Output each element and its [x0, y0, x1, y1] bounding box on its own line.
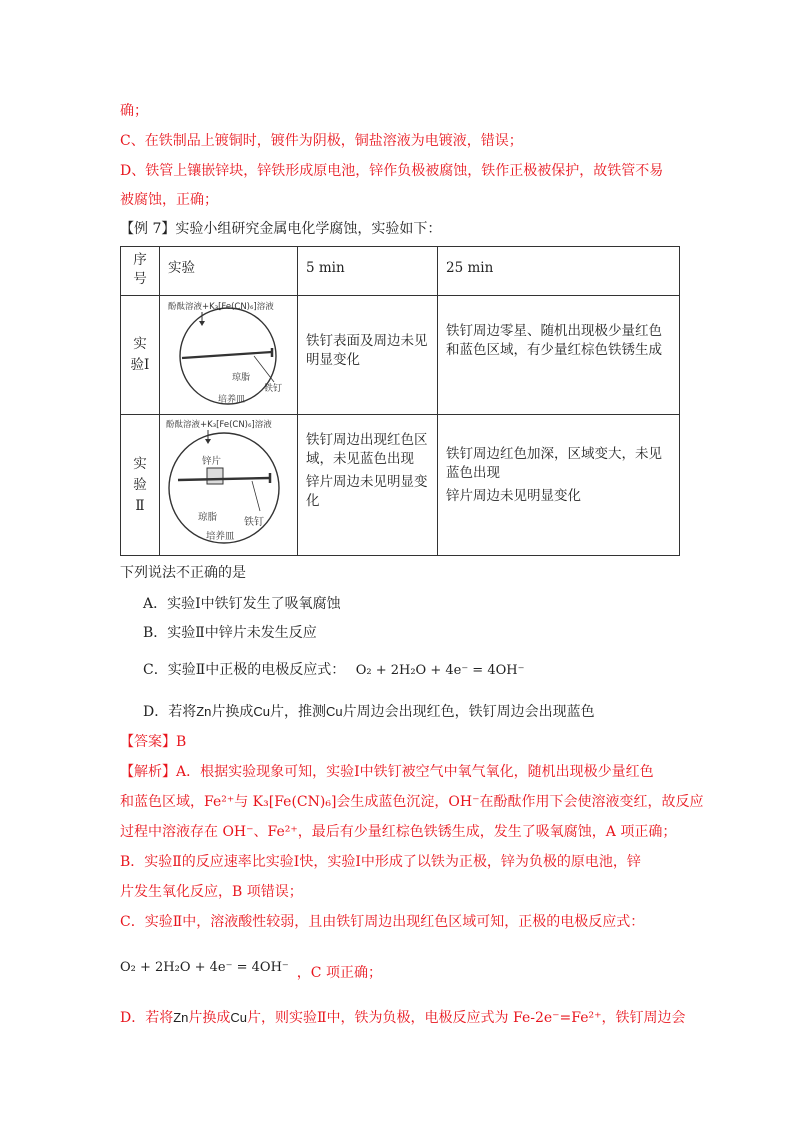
experiment-1-diagram — [160, 296, 297, 414]
analysis-formula: O₂ + 2H₂O + 4e⁻ = 4OH⁻ — [120, 960, 289, 975]
zn-symbol: Zn — [173, 1010, 189, 1025]
table-row — [121, 415, 680, 556]
table-row — [121, 296, 680, 415]
example-title: 【例 7】实验小组研究金属电化学腐蚀，实验如下： — [120, 221, 442, 237]
option-b: B．实验Ⅱ中锌片未发生反应 — [143, 625, 317, 641]
table-header-row — [121, 247, 680, 296]
option-d: D．若将Zn片换成Cu片，推测Cu片周边会出现红色，铁钉周边会出现蓝色 — [143, 704, 595, 720]
text-line: D、铁管上镶嵌锌块，锌铁形成原电池，锌作负极被腐蚀，铁作正极被保护，故铁管不易 — [120, 163, 664, 179]
analysis-line: 和蓝色区域，Fe²⁺与 K₃[Fe(CN)₆]会生成蓝色沉淀，OH⁻在酚酞作用下会使溶液变红，故反应 — [120, 794, 704, 810]
exp2-25min-a: 铁钉周边红色加深，区域变大，未见蓝色出现 — [445, 446, 662, 481]
diagram-nail-label: 铁钉 — [263, 384, 282, 394]
experiment-2-diagram — [160, 415, 297, 555]
experiment-table — [120, 246, 680, 556]
analysis-line: C．实验Ⅱ中，溶液酸性较弱，且由铁钉周边出现红色区域可知，正极的电极反应式： — [120, 914, 645, 930]
exp2-5min-a: 铁钉周边出现红色区域，未见蓝色出现 — [305, 432, 428, 467]
diagram-agar-label: 琼脂 — [231, 373, 250, 383]
diagram-dish-label: 培养皿 — [217, 395, 245, 405]
header-experiment: 实验 — [167, 260, 195, 276]
question-stem: 下列说法不正确的是 — [120, 565, 246, 581]
analysis-line: B．实验Ⅱ的反应速率比实验Ⅰ快，实验Ⅰ中形成了以铁为正极，锌为负极的原电池，锌 — [120, 854, 641, 870]
answer-label: 【答案】B — [120, 734, 187, 750]
header-index: 序号 — [133, 252, 147, 287]
text-line: 确； — [120, 103, 148, 119]
option-c-formula: O₂ + 2H₂O + 4e⁻ = 4OH⁻ — [355, 663, 525, 678]
analysis-head: 【解析】 — [120, 764, 176, 780]
cu-symbol: Cu — [253, 704, 271, 719]
option-c-text: C．实验Ⅱ中正极的电极反应式： — [143, 662, 346, 678]
analysis-line: 过程中溶液存在 OH⁻、Fe²⁺，最后有少量红棕色铁锈生成，发生了吸氧腐蚀，A 项正确； — [120, 824, 677, 840]
diagram-agar-label: 琼脂 — [197, 512, 217, 523]
text-line: 被腐蚀，正确； — [120, 192, 218, 208]
cu-symbol: Cu — [230, 1010, 248, 1025]
exp1-5min: 铁钉表面及周边未见明显变化 — [305, 333, 428, 368]
option-c — [143, 660, 524, 681]
diagram-top-label: 酚酞溶液+K₃[Fe(CN)₆]溶液 — [165, 420, 272, 430]
diagram-zinc-label: 锌片 — [201, 456, 221, 467]
option-a: A．实验Ⅰ中铁钉发生了吸氧腐蚀 — [143, 596, 341, 612]
text-line: C、在铁制品上镀铜时，镀件为阴极，铜盐溶液为电镀液，错误； — [120, 133, 523, 149]
analysis-line: 片发生氧化反应，B 项错误； — [120, 884, 303, 900]
row-label: 实验Ⅱ — [133, 455, 147, 514]
analysis-formula-line: O₂ + 2H₂O + 4e⁻ = 4OH⁻ ，C 项正确； — [120, 960, 382, 981]
exp2-25min-b: 锌片周边未见明显变化 — [445, 488, 581, 504]
analysis-line: D．若将Zn片换成Cu片，则实验Ⅱ中，铁为负极，电极反应式为 Fe-2e⁻=Fe²⁺，铁钉周边会 — [120, 1010, 686, 1026]
exp1-25min: 铁钉周边零星、随机出现极少量红色和蓝色区域，有少量红棕色铁锈生成 — [445, 323, 662, 358]
row-label: 实验Ⅰ — [130, 336, 150, 373]
header-5min: 5 min — [305, 260, 345, 276]
exp2-5min-b: 锌片周边未见明显变化 — [305, 474, 428, 509]
analysis-line: 【解析】A．根据实验现象可知，实验Ⅰ中铁钉被空气中氧气氧化，随机出现极少量红色 — [120, 764, 654, 780]
diagram-nail-label: 铁钉 — [243, 517, 264, 528]
header-25min: 25 min — [445, 260, 494, 276]
diagram-dish-label: 培养皿 — [205, 531, 235, 542]
cu-symbol: Cu — [326, 704, 343, 719]
diagram-top-label: 酚酞溶液+K₃[Fe(CN)₆]溶液 — [167, 302, 274, 312]
zn-symbol: Zn — [196, 704, 212, 719]
